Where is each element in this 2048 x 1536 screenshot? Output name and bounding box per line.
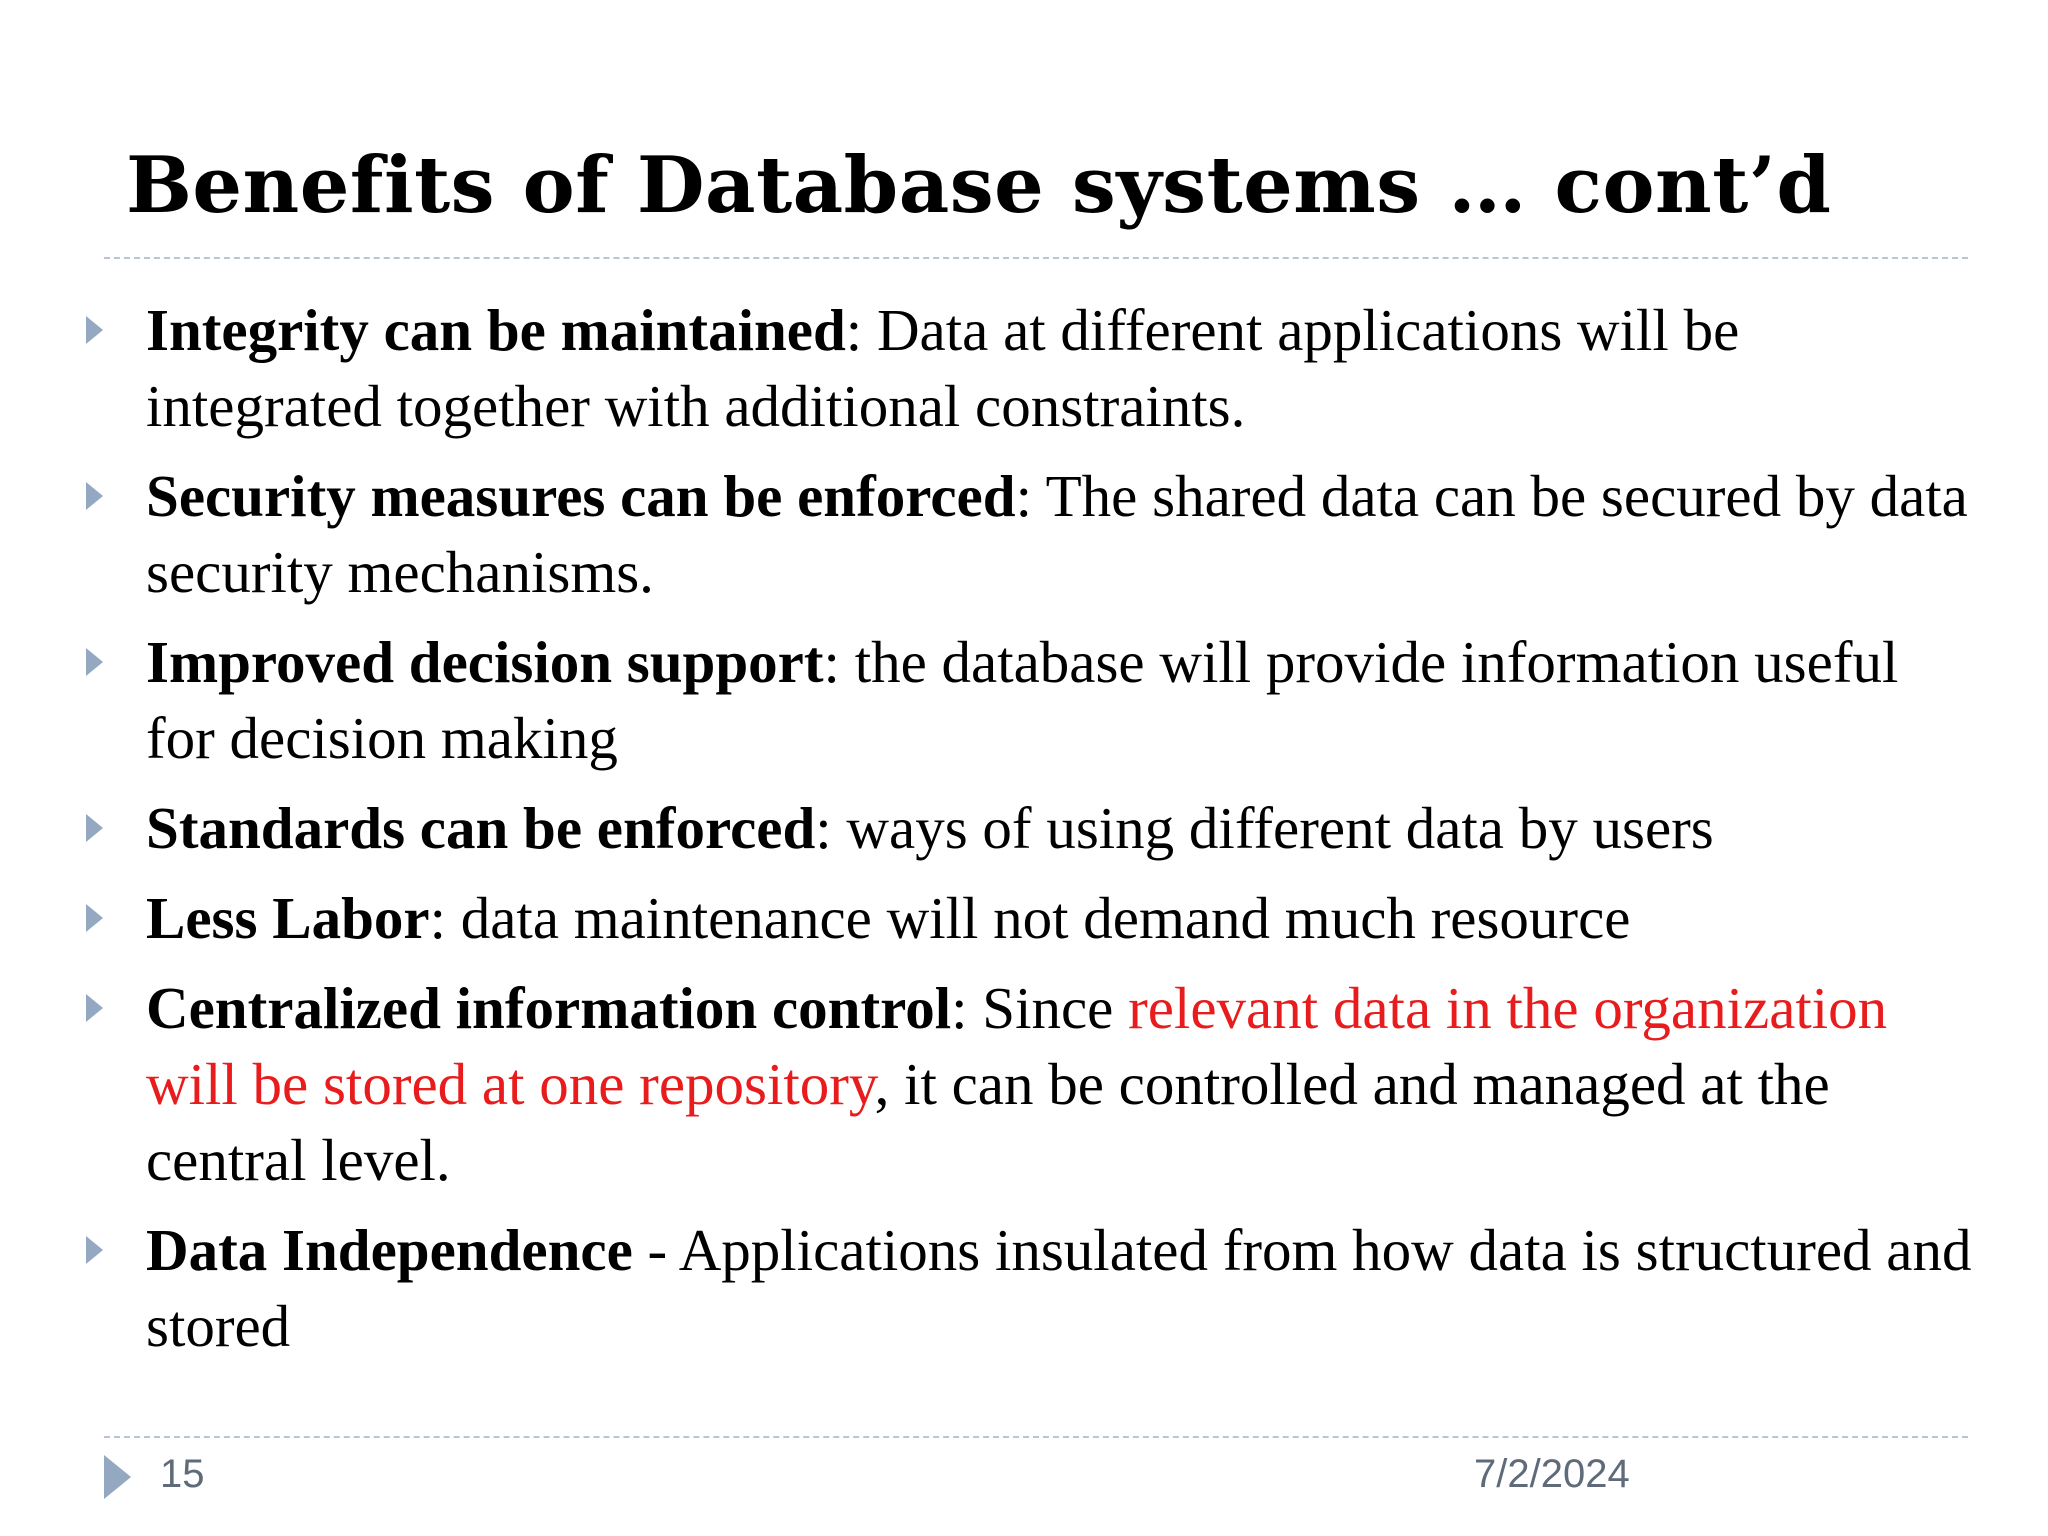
bullet-item-integrity	[0, 292, 2048, 444]
bullet-separator: :	[1015, 463, 1046, 529]
bullet-item-centralized-control	[0, 970, 2048, 1198]
bullet-text: ways of using different data by users	[846, 795, 1714, 861]
bullet-separator: -	[632, 1217, 679, 1283]
bullet-text: data maintenance will not demand much resource	[460, 885, 1631, 951]
title-divider	[104, 257, 1968, 259]
footer-divider	[104, 1436, 1968, 1438]
bullet-text: The shared data can be secured by data security mechanisms.	[146, 463, 1968, 605]
bullet-separator: :	[951, 975, 983, 1041]
bullet-text: Data at different applications will be integrated together with additional constraints.	[146, 297, 1740, 439]
bullet-term: Centralized information control	[146, 975, 952, 1041]
slide-number: 15	[160, 1452, 205, 1496]
bullet-triangle-icon	[86, 814, 103, 842]
bullet-triangle-icon	[86, 994, 103, 1022]
bullet-item-standards	[0, 790, 2048, 866]
bullet-term: Standards can be enforced	[146, 795, 816, 861]
bullet-list	[0, 292, 2048, 1378]
bullet-term: Security measures can be enforced	[146, 463, 1016, 529]
bullet-term: Integrity can be maintained	[146, 297, 846, 363]
slide-date: 7/2/2024	[1474, 1452, 1630, 1496]
bullet-item-decision-support	[0, 624, 2048, 776]
bullet-triangle-icon	[86, 904, 103, 932]
bullet-separator: :	[429, 885, 461, 951]
bullet-triangle-icon	[86, 648, 103, 676]
highlighted-text: relevant data in the organization will be stored at one repository	[146, 975, 1888, 1117]
slide-title: Benefits of Database systems … cont’d	[126, 140, 1832, 231]
bullet-term: Less Labor	[146, 885, 430, 951]
bullet-text: Applications insulated from how data is structured and stored	[146, 1217, 1972, 1359]
bullet-separator: :	[815, 795, 847, 861]
bullet-text: Since	[982, 975, 1129, 1041]
bullet-triangle-icon	[86, 316, 103, 344]
bullet-separator: :	[845, 297, 877, 363]
bullet-term: Data Independence	[146, 1217, 633, 1283]
bullet-triangle-icon	[86, 482, 103, 510]
bullet-text: the database will provide information useful for decision making	[146, 629, 1899, 771]
bullet-term: Improved decision support	[146, 629, 824, 695]
bullet-item-data-independence	[0, 1212, 2048, 1364]
bullet-text: , it can be controlled and managed at the central level.	[146, 1051, 1830, 1193]
bullet-separator: :	[823, 629, 855, 695]
bullet-item-less-labor	[0, 880, 2048, 956]
bullet-item-security	[0, 458, 2048, 610]
bullet-triangle-icon	[86, 1236, 103, 1264]
footer-arrow-icon	[104, 1455, 131, 1499]
